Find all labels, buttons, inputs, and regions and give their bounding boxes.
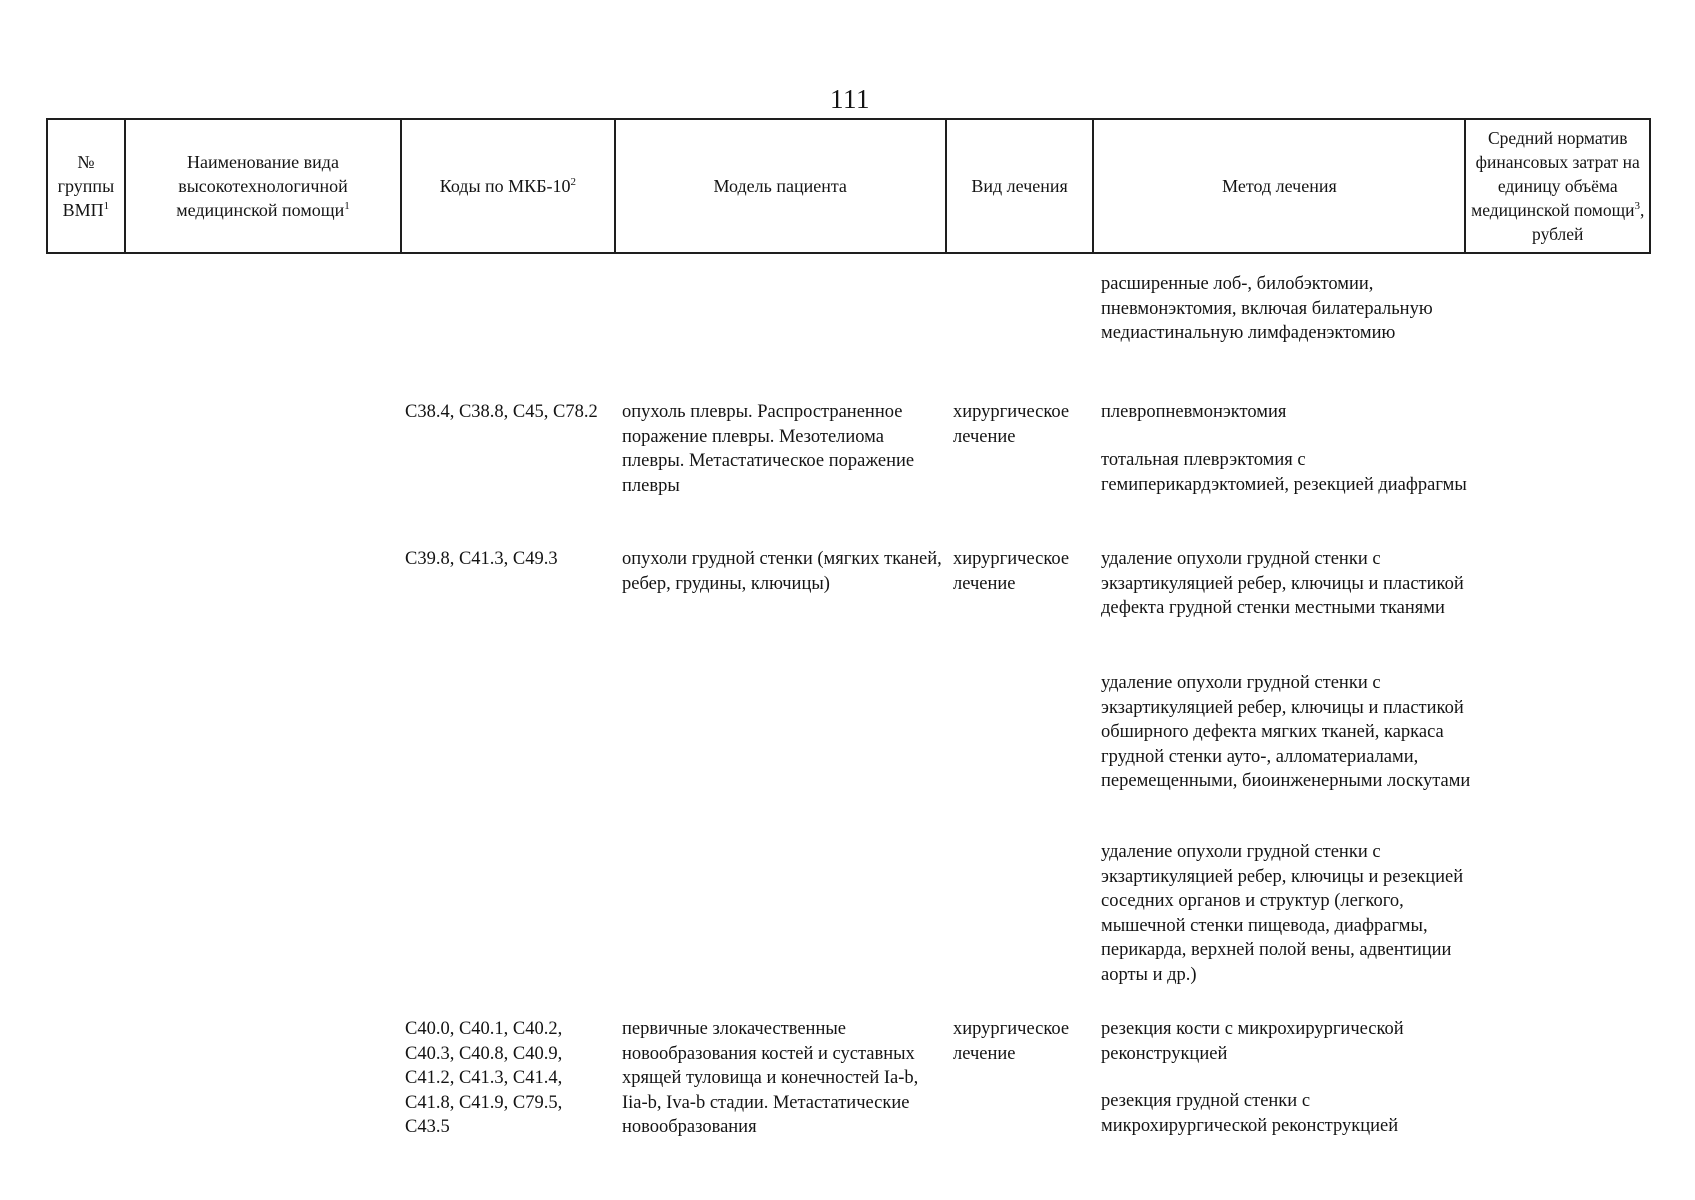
header-cost-norm-unit: , рублей (1532, 200, 1645, 244)
header-treatment-type-label: Вид лечения (971, 176, 1068, 196)
header-treatment-method-label: Метод лечения (1222, 176, 1337, 196)
method-text: удаление опухоли грудной стенки с экзартикуляцией ребер, ключицы и пластикой обширного дефекта мягких тканей, каркаса грудной стенки ауто-, алломатериалами, перемещенными, биоинженерными лоскутами (1101, 673, 1471, 791)
patient-model-text: первичные злокачественные новообразования костей и суставных хрящей туловища и конечностей Ia-b, Iia-b, Iva-b стадии. Метастатические новообразования (622, 1019, 919, 1137)
method-text: расширенные лоб-, билобэктомии, пневмонэктомия, включая билатеральную медиастинальную лимфаденэктомию (1101, 274, 1433, 343)
treatment-type-text: хирургическое лечение (953, 549, 1070, 594)
method-text: удаление опухоли грудной стенки с экзартикуляцией ребер, ключицы и резекцией соседних органов и структур (легкого, мышечной стенки пищевода, диафрагмы, перикарда, верхней полой вены, адвентиции аорты и др.) (1101, 842, 1464, 985)
method-text: резекция кости с микрохирургической реконструкцией (1101, 1019, 1404, 1064)
patient-model-text: опухоль плевры. Распространенное поражение плевры. Мезотелиома плевры. Метастатическое поражение плевры (622, 402, 915, 496)
treatment-type-text: хирургическое лечение (953, 1019, 1070, 1064)
header-cost-norm-label: Средний норматив финансовых затрат на единицу объёма медицинской помощи (1471, 128, 1640, 220)
method-text: тотальная плеврэктомия с гемиперикардэктомией, резекцией диафрагмы (1101, 450, 1467, 495)
header-cost-norm (1466, 120, 1649, 252)
icd-codes-text: C40.0, C40.1, C40.2, C40.3, C40.8, C40.9, C41.2, C41.3, C41.4, C41.8, C41.9, C79.5, C43.5 (405, 1019, 563, 1137)
footnote-1-marker: 1 (103, 200, 110, 212)
footnote-1-marker: 1 (344, 200, 350, 212)
page-number: 111 (830, 84, 870, 114)
icd-codes-text: C38.4, C38.8, C45, C78.2 (405, 402, 598, 422)
icd-codes-text: C39.8, C41.3, C49.3 (405, 549, 558, 569)
treatment-type-text: хирургическое лечение (953, 402, 1070, 447)
footnote-2-marker: 2 (570, 176, 577, 188)
header-patient-model (616, 120, 947, 252)
footnote-3-marker: 3 (1634, 200, 1640, 213)
header-group-number (48, 120, 126, 252)
method-text: резекция грудной стенки с микрохирургической реконструкцией (1101, 1091, 1399, 1136)
header-vmp-name-label: Наименование вида высокотехнологичной медицинской помощи (176, 152, 348, 220)
method-text: удаление опухоли грудной стенки с экзартикуляцией ребер, ключицы и пластикой дефекта грудной стенки местными тканями (1101, 549, 1464, 618)
table-header (46, 118, 1651, 254)
header-group-number-label: № группы ВМП (57, 152, 115, 220)
header-icd-codes-label: Коды по МКБ-10 (439, 176, 571, 196)
header-treatment-type (947, 120, 1095, 252)
method-text: плевропневмонэктомия (1101, 402, 1287, 422)
header-vmp-name (126, 120, 402, 252)
header-icd-codes (402, 120, 615, 252)
header-patient-model-label: Модель пациента (713, 176, 847, 196)
patient-model-text: опухоли грудной стенки (мягких тканей, ребер, грудины, ключицы) (622, 549, 942, 594)
header-treatment-method (1094, 120, 1466, 252)
